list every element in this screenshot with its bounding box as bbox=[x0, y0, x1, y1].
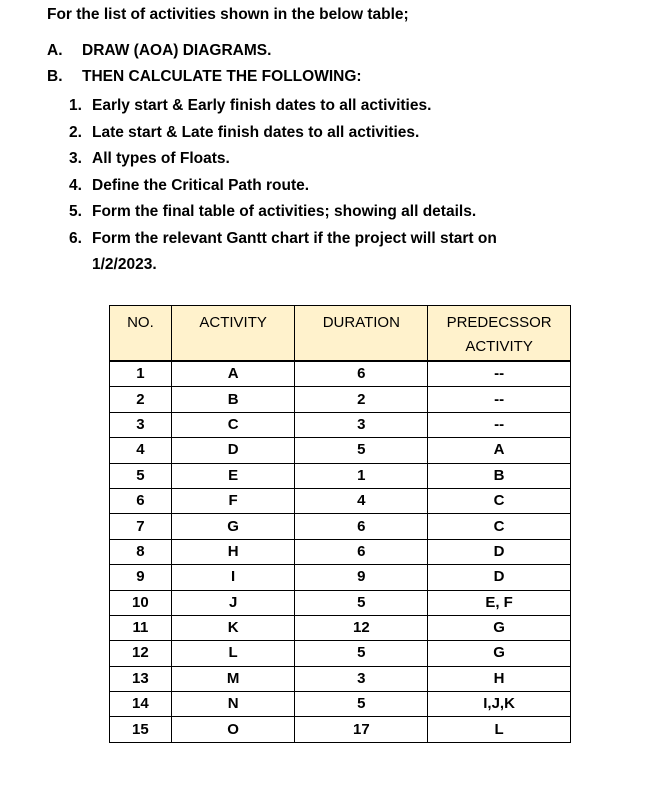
table-row bbox=[110, 641, 571, 666]
step-item bbox=[69, 199, 497, 226]
step-item bbox=[69, 226, 497, 253]
step-item bbox=[69, 173, 497, 200]
header-predecessor-line1: PREDECSSOR bbox=[446, 314, 552, 331]
header-no: NO. bbox=[110, 306, 172, 362]
step-text: Define the Critical Path route. bbox=[92, 176, 310, 194]
cell-duration: 6 bbox=[295, 514, 428, 539]
cell-duration: 5 bbox=[295, 590, 428, 615]
step-number: 3. bbox=[69, 150, 82, 167]
cell-activity: O bbox=[171, 717, 295, 742]
cell-activity: F bbox=[171, 488, 295, 513]
cell-no: 10 bbox=[110, 590, 172, 615]
cell-no: 8 bbox=[110, 539, 172, 564]
table-header bbox=[110, 306, 571, 362]
cell-predecessor: B bbox=[428, 463, 571, 488]
step-number: 6. bbox=[69, 229, 82, 247]
cell-predecessor: D bbox=[428, 539, 571, 564]
step-item bbox=[69, 146, 497, 173]
table-row bbox=[110, 565, 571, 590]
step-text: Form the final table of activities; showing all details. bbox=[92, 203, 477, 220]
step-text: Form the relevant Gantt chart if the project will start on bbox=[92, 229, 497, 247]
table-row bbox=[110, 412, 571, 437]
table-header-row bbox=[110, 306, 571, 362]
table-row bbox=[110, 666, 571, 691]
header-activity: ACTIVITY bbox=[171, 306, 295, 362]
cell-predecessor: I,J,K bbox=[428, 692, 571, 717]
table-row bbox=[110, 387, 571, 412]
cell-no: 7 bbox=[110, 514, 172, 539]
cell-no: 5 bbox=[110, 463, 172, 488]
table-body bbox=[110, 361, 571, 742]
cell-activity: K bbox=[171, 615, 295, 640]
cell-activity: E bbox=[171, 463, 295, 488]
table-row bbox=[110, 514, 571, 539]
section-a-text: DRAW (AOA) DIAGRAMS. bbox=[82, 42, 272, 59]
cell-activity: A bbox=[171, 361, 295, 387]
cell-duration: 17 bbox=[295, 717, 428, 742]
section-b bbox=[47, 68, 362, 86]
cell-no: 3 bbox=[110, 412, 172, 437]
cell-duration: 3 bbox=[295, 412, 428, 437]
intro-text: For the list of activities shown in the below table; bbox=[47, 6, 409, 23]
section-a-letter: A. bbox=[47, 42, 63, 59]
cell-duration: 9 bbox=[295, 565, 428, 590]
section-a bbox=[47, 42, 271, 60]
cell-no: 15 bbox=[110, 717, 172, 742]
step-number: 5. bbox=[69, 203, 82, 220]
activities-table bbox=[109, 305, 571, 743]
cell-activity: H bbox=[171, 539, 295, 564]
step-continuation: 1/2/2023. bbox=[92, 256, 157, 273]
table-row bbox=[110, 438, 571, 463]
cell-activity: B bbox=[171, 387, 295, 412]
cell-duration: 2 bbox=[295, 387, 428, 412]
table-row bbox=[110, 615, 571, 640]
cell-duration: 6 bbox=[295, 361, 428, 387]
cell-duration: 6 bbox=[295, 539, 428, 564]
table-row bbox=[110, 590, 571, 615]
table-row bbox=[110, 488, 571, 513]
table-row bbox=[110, 361, 571, 387]
cell-predecessor: -- bbox=[428, 387, 571, 412]
cell-duration: 5 bbox=[295, 692, 428, 717]
cell-predecessor: A bbox=[428, 438, 571, 463]
step-item bbox=[69, 120, 497, 147]
cell-duration: 12 bbox=[295, 615, 428, 640]
cell-predecessor: G bbox=[428, 641, 571, 666]
step-text: Early start & Early finish dates to all activities. bbox=[92, 97, 432, 114]
cell-predecessor: C bbox=[428, 514, 571, 539]
cell-no: 13 bbox=[110, 666, 172, 691]
cell-activity: M bbox=[171, 666, 295, 691]
cell-no: 12 bbox=[110, 641, 172, 666]
table-row bbox=[110, 692, 571, 717]
cell-activity: D bbox=[171, 438, 295, 463]
cell-no: 2 bbox=[110, 387, 172, 412]
cell-no: 11 bbox=[110, 615, 172, 640]
cell-duration: 5 bbox=[295, 438, 428, 463]
step-text: All types of Floats. bbox=[92, 150, 230, 167]
cell-predecessor: D bbox=[428, 565, 571, 590]
section-b-text: THEN CALCULATE THE FOLLOWING: bbox=[82, 68, 362, 85]
step-number: 4. bbox=[69, 176, 82, 194]
table-row bbox=[110, 717, 571, 742]
section-b-letter: B. bbox=[47, 68, 63, 85]
cell-predecessor: -- bbox=[428, 361, 571, 387]
cell-predecessor: C bbox=[428, 488, 571, 513]
step-text: Late start & Late finish dates to all activities. bbox=[92, 123, 420, 141]
cell-no: 4 bbox=[110, 438, 172, 463]
cell-no: 1 bbox=[110, 361, 172, 387]
cell-duration: 4 bbox=[295, 488, 428, 513]
cell-activity: L bbox=[171, 641, 295, 666]
step-item bbox=[69, 93, 497, 120]
step-number: 1. bbox=[69, 97, 82, 114]
cell-activity: N bbox=[171, 692, 295, 717]
cell-no: 14 bbox=[110, 692, 172, 717]
cell-predecessor: -- bbox=[428, 412, 571, 437]
table-row bbox=[110, 539, 571, 564]
step-number: 2. bbox=[69, 123, 82, 141]
cell-predecessor: E, F bbox=[428, 590, 571, 615]
cell-no: 6 bbox=[110, 488, 172, 513]
header-predecessor bbox=[428, 306, 571, 362]
cell-activity: C bbox=[171, 412, 295, 437]
cell-activity: G bbox=[171, 514, 295, 539]
header-predecessor-line2: ACTIVITY bbox=[465, 338, 533, 355]
cell-duration: 5 bbox=[295, 641, 428, 666]
cell-activity: J bbox=[171, 590, 295, 615]
cell-duration: 1 bbox=[295, 463, 428, 488]
cell-duration: 3 bbox=[295, 666, 428, 691]
steps-list bbox=[69, 93, 497, 279]
cell-predecessor: G bbox=[428, 615, 571, 640]
cell-no: 9 bbox=[110, 565, 172, 590]
header-duration: DURATION bbox=[295, 306, 428, 362]
cell-activity: I bbox=[171, 565, 295, 590]
cell-predecessor: L bbox=[428, 717, 571, 742]
table-row bbox=[110, 463, 571, 488]
cell-predecessor: H bbox=[428, 666, 571, 691]
